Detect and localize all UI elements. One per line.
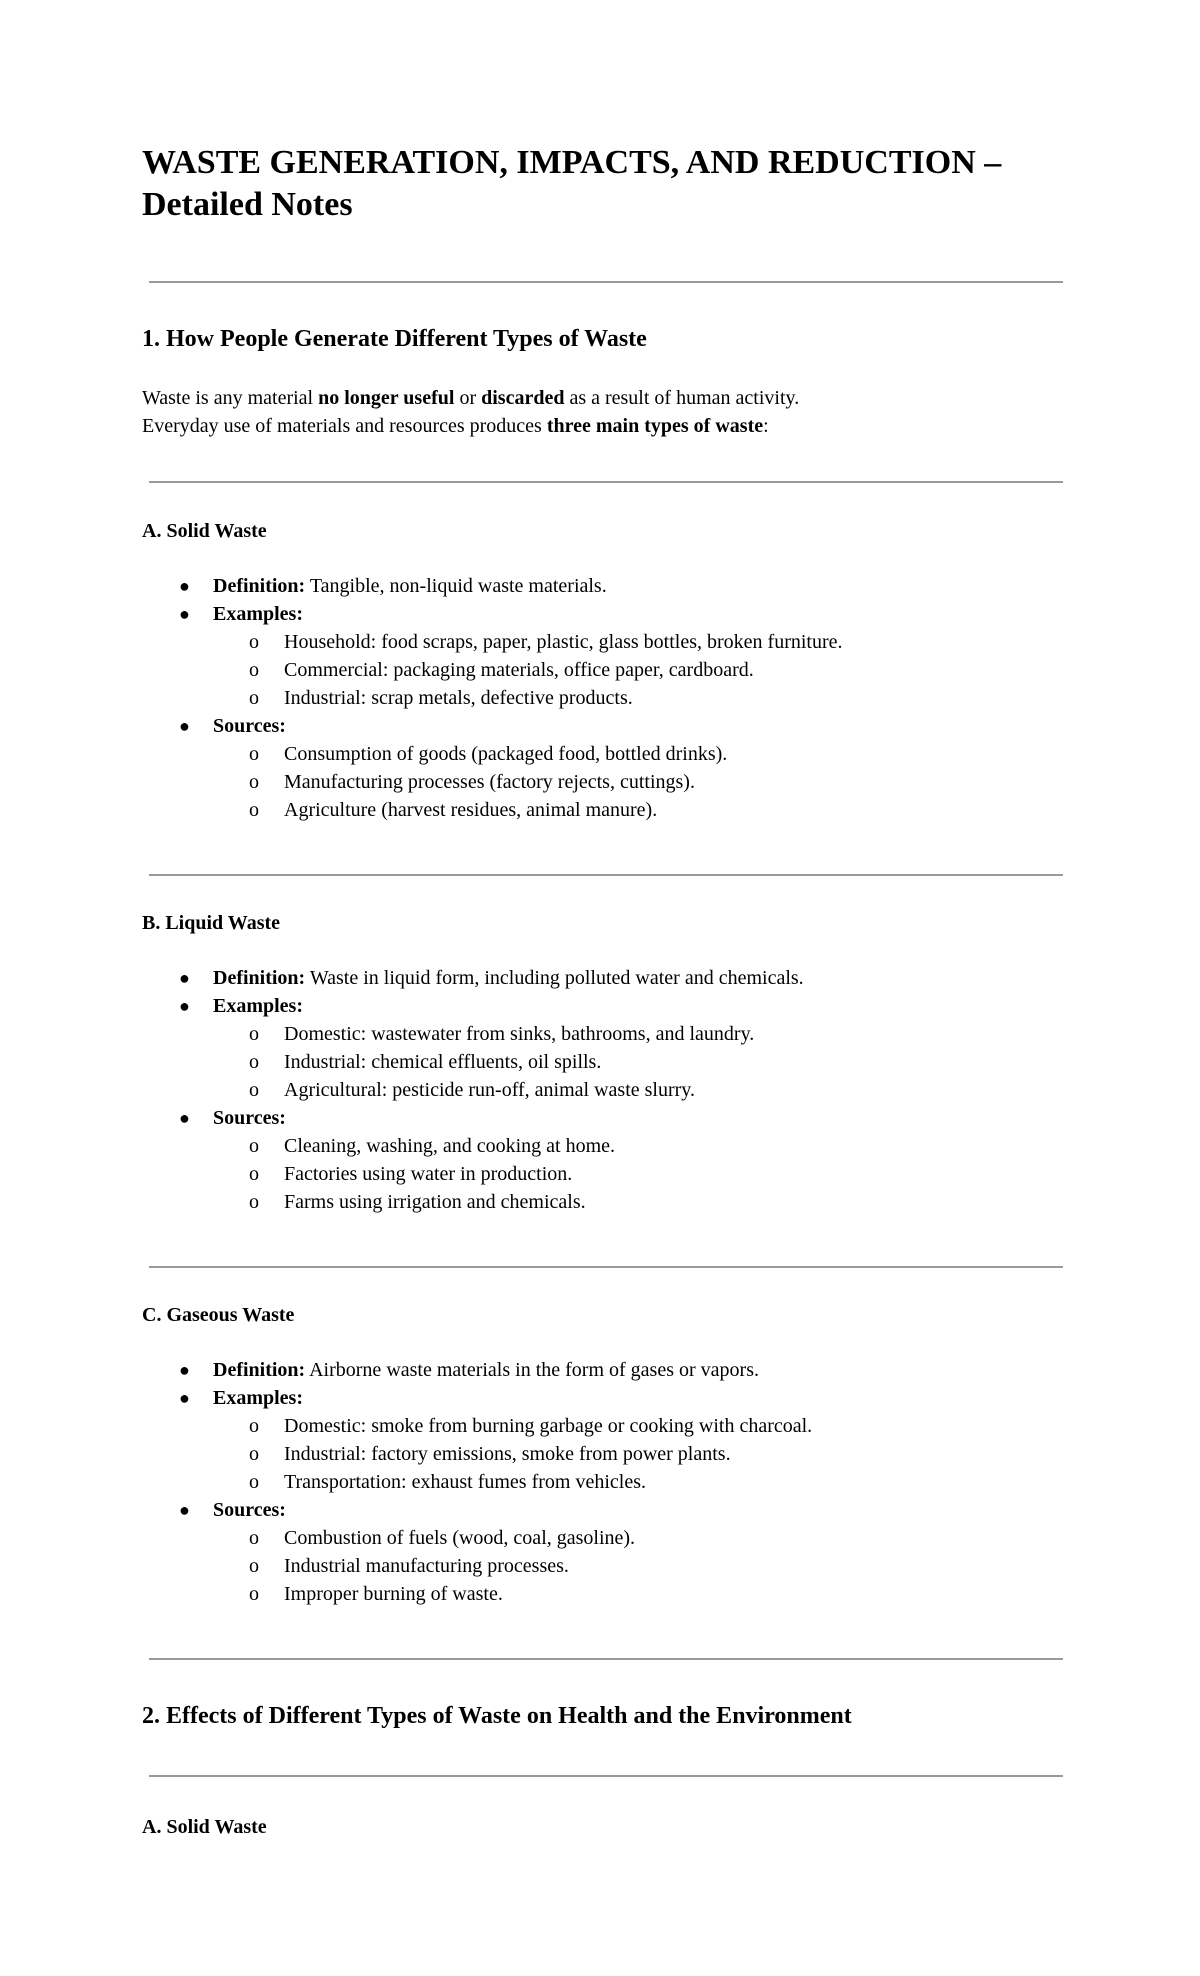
solid-sources-list [213, 740, 1092, 824]
liquid-sources-list [213, 1132, 1092, 1216]
circle-bullet-icon: o [249, 1443, 259, 1465]
list-item: ● Definition: Tangible, non-liquid waste materials. [142, 572, 1092, 600]
list-item: o Household: food scraps, paper, plastic, glass bottles, broken furniture. [213, 628, 1092, 656]
list-item: ● Definition: Airborne waste materials in the form of gases or vapors. [142, 1356, 1092, 1384]
bullet-icon: ● [179, 576, 190, 596]
horizontal-rule [149, 1658, 1063, 1660]
list-item: ● Definition: Waste in liquid form, including polluted water and chemicals. [142, 964, 1092, 992]
horizontal-rule [149, 1266, 1063, 1268]
list-item: o Industrial manufacturing processes. [213, 1552, 1092, 1580]
title-line-1: WASTE GENERATION, IMPACTS, AND REDUCTION – [142, 144, 1002, 181]
section-2-solid-waste-heading: A. Solid Waste [142, 1816, 267, 1838]
list-item: o Manufacturing processes (factory rejects, cuttings). [213, 768, 1092, 796]
circle-bullet-icon: o [249, 687, 259, 709]
circle-bullet-icon: o [249, 1163, 259, 1185]
circle-bullet-icon: o [249, 771, 259, 793]
horizontal-rule [149, 281, 1063, 283]
list-item: o Transportation: exhaust fumes from vehicles. [213, 1468, 1092, 1496]
circle-bullet-icon: o [249, 1191, 259, 1213]
circle-bullet-icon: o [249, 1079, 259, 1101]
circle-bullet-icon: o [249, 631, 259, 653]
horizontal-rule [149, 481, 1063, 483]
section-1-heading: 1. How People Generate Different Types of Waste [142, 326, 647, 352]
list-item: o Consumption of goods (packaged food, bottled drinks). [213, 740, 1092, 768]
list-item: o Domestic: smoke from burning garbage or cooking with charcoal. [213, 1412, 1092, 1440]
circle-bullet-icon: o [249, 799, 259, 821]
gaseous-sources-list [213, 1524, 1092, 1608]
gaseous-waste-heading: C. Gaseous Waste [142, 1304, 295, 1326]
bullet-icon: ● [179, 1388, 190, 1408]
bullet-icon: ● [179, 1360, 190, 1380]
section-1-intro: Waste is any material no longer useful or discarded as a result of human activity. Everyday use of materials and resources produces three main types of waste: [142, 387, 800, 437]
list-item: o Industrial: chemical effluents, oil spills. [213, 1048, 1092, 1076]
list-item: ● Examples: o Domestic: wastewater from sinks, bathrooms, and laundry. o Industrial: chemical effluents, oil spills. o Agricultural: pesticide run-off, animal waste slurry. [142, 992, 1092, 1104]
circle-bullet-icon: o [249, 659, 259, 681]
list-item: o Industrial: factory emissions, smoke from power plants. [213, 1440, 1092, 1468]
bullet-icon: ● [179, 968, 190, 988]
list-item: ● Sources: o Consumption of goods (packaged food, bottled drinks). o Manufacturing processes (factory rejects, cuttings). o Agriculture (harvest residues, animal manure). [142, 712, 1092, 824]
circle-bullet-icon: o [249, 1583, 259, 1605]
bullet-icon: ● [179, 716, 190, 736]
circle-bullet-icon: o [249, 1527, 259, 1549]
list-item: o Agricultural: pesticide run-off, animal waste slurry. [213, 1076, 1092, 1104]
circle-bullet-icon: o [249, 743, 259, 765]
list-item: o Domestic: wastewater from sinks, bathrooms, and laundry. [213, 1020, 1092, 1048]
document-title [142, 142, 1092, 226]
solid-waste-heading: A. Solid Waste [142, 520, 267, 542]
list-item: ● Examples: o Domestic: smoke from burning garbage or cooking with charcoal. o Industrial: factory emissions, smoke from power plants. o Transportation: exhaust fumes from vehicles. [142, 1384, 1092, 1496]
solid-examples-list [213, 628, 1092, 712]
list-item: ● Sources: o Combustion of fuels (wood, coal, gasoline). o Industrial manufacturing processes. o Improper burning of waste. [142, 1496, 1092, 1608]
circle-bullet-icon: o [249, 1415, 259, 1437]
circle-bullet-icon: o [249, 1471, 259, 1493]
list-item: ● Sources: o Cleaning, washing, and cooking at home. o Factories using water in production. o Farms using irrigation and chemicals. [142, 1104, 1092, 1216]
circle-bullet-icon: o [249, 1023, 259, 1045]
list-item: o Cleaning, washing, and cooking at home. [213, 1132, 1092, 1160]
liquid-examples-list [213, 1020, 1092, 1104]
title-line-2: Detailed Notes [142, 186, 353, 223]
list-item: o Agriculture (harvest residues, animal manure). [213, 796, 1092, 824]
section-2-heading: 2. Effects of Different Types of Waste on Health and the Environment [142, 1703, 852, 1729]
horizontal-rule [149, 874, 1063, 876]
circle-bullet-icon: o [249, 1051, 259, 1073]
bullet-icon: ● [179, 1500, 190, 1520]
bullet-icon: ● [179, 1108, 190, 1128]
list-item: o Improper burning of waste. [213, 1580, 1092, 1608]
gaseous-examples-list [213, 1412, 1092, 1496]
bullet-icon: ● [179, 996, 190, 1016]
horizontal-rule [149, 1775, 1063, 1777]
list-item: ● Examples: o Household: food scraps, paper, plastic, glass bottles, broken furniture. o Commercial: packaging materials, office paper, cardboard. o Industrial: scrap metals, defective products. [142, 600, 1092, 712]
circle-bullet-icon: o [249, 1135, 259, 1157]
list-item: o Combustion of fuels (wood, coal, gasoline). [213, 1524, 1092, 1552]
list-item: o Industrial: scrap metals, defective products. [213, 684, 1092, 712]
liquid-waste-list [142, 964, 1092, 1216]
solid-waste-list [142, 572, 1092, 824]
bullet-icon: ● [179, 604, 190, 624]
liquid-waste-heading: B. Liquid Waste [142, 912, 281, 934]
list-item: o Farms using irrigation and chemicals. [213, 1188, 1092, 1216]
list-item: o Commercial: packaging materials, office paper, cardboard. [213, 656, 1092, 684]
circle-bullet-icon: o [249, 1555, 259, 1577]
gaseous-waste-list [142, 1356, 1092, 1608]
list-item: o Factories using water in production. [213, 1160, 1092, 1188]
